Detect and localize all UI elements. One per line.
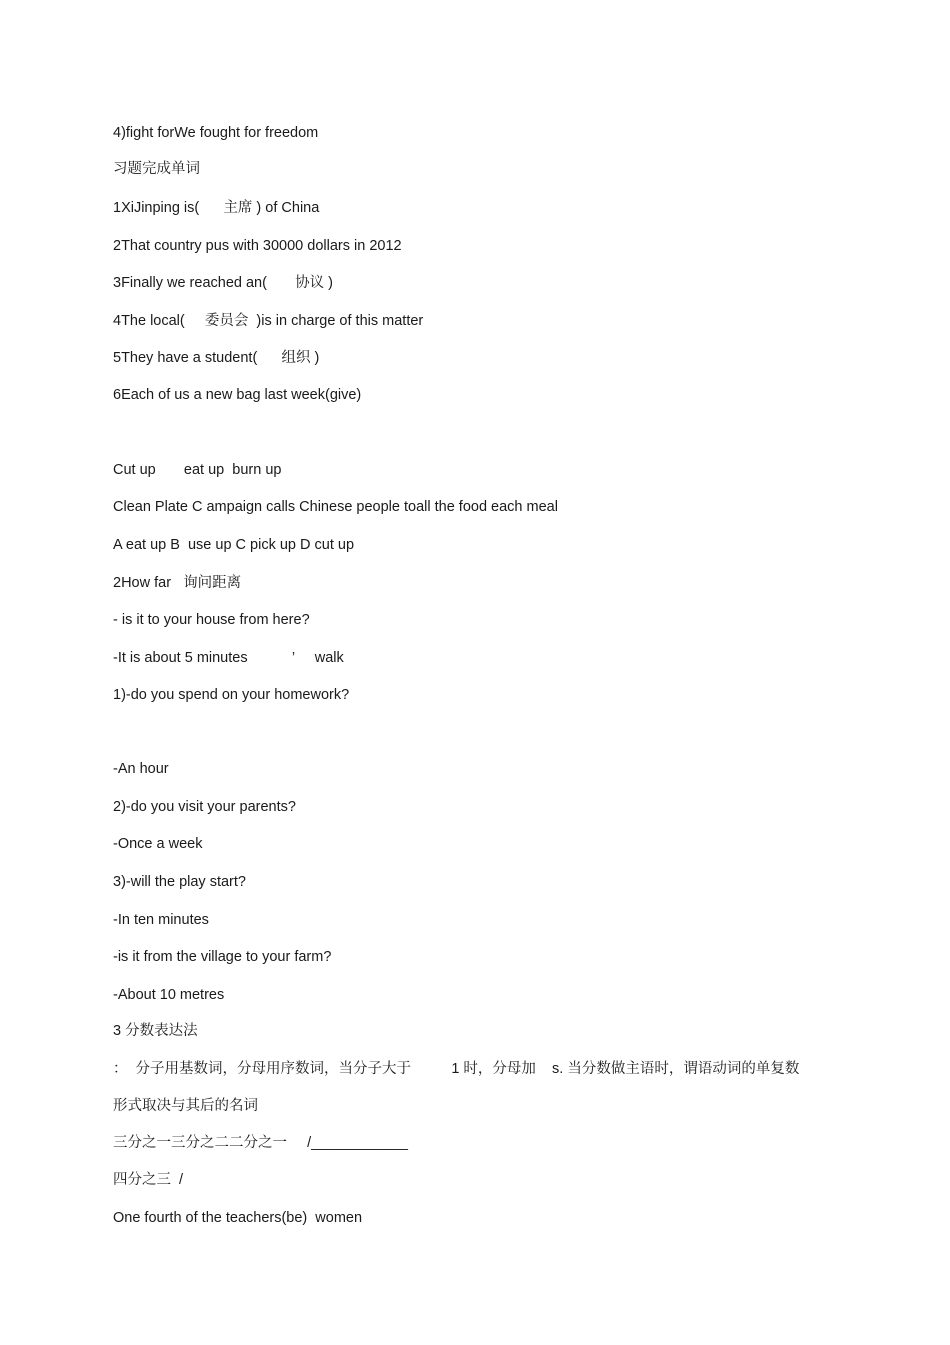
text-line: 1XiJinping is( 主席 ) of China bbox=[113, 200, 320, 216]
text-line: 5They have a student( 组织 ) bbox=[113, 350, 320, 366]
text-line: 3Finally we reached an( 协议 ) bbox=[113, 275, 333, 291]
text-line: 2That country pus with 30000 dollars in 2012 bbox=[113, 238, 402, 254]
text-line: -It is about 5 minutes ’ walk bbox=[113, 650, 344, 666]
section-heading: 3 分数表达法 bbox=[113, 1023, 198, 1039]
text-line: 三分之一三分之二二分之一 /____________ bbox=[113, 1135, 408, 1151]
text-line: -An hour bbox=[113, 761, 169, 777]
text-line: -In ten minutes bbox=[113, 912, 209, 928]
text-line: -is it from the village to your farm? bbox=[113, 949, 332, 965]
text-line: 四分之三 / bbox=[113, 1172, 184, 1188]
section-heading: 习题完成单词 bbox=[113, 161, 200, 177]
text-line: ： 分子用基数词，分母用序数词，当分子大于 1 时，分母加 s. 当分数做主语时，谓语动词的单复数 bbox=[113, 1061, 800, 1077]
text-line: 2)-do you visit your parents? bbox=[113, 799, 296, 815]
text-line: A eat up B use up C pick up D cut up bbox=[113, 537, 355, 553]
text-line: Clean Plate C ampaign calls Chinese people toall the food each meal bbox=[113, 499, 558, 515]
text-line: 形式取决与其后的名词 bbox=[113, 1098, 258, 1114]
text-line: 3)-will the play start? bbox=[113, 874, 246, 890]
text-line: 2How far 询问距离 bbox=[113, 575, 242, 591]
text-line: 1)-do you spend on your homework? bbox=[113, 687, 350, 703]
text-line: 4)fight forWe fought for freedom bbox=[113, 125, 319, 141]
text-line: - is it to your house from here? bbox=[113, 612, 310, 628]
text-line: 6Each of us a new bag last week(give) bbox=[113, 387, 362, 403]
text-line: -Once a week bbox=[113, 836, 203, 852]
text-line: 4The local( 委员会 )is in charge of this matter bbox=[113, 313, 424, 329]
text-line: Cut up eat up burn up bbox=[113, 462, 282, 478]
text-line: -About 10 metres bbox=[113, 987, 225, 1003]
text-line: One fourth of the teachers(be) women bbox=[113, 1210, 363, 1226]
